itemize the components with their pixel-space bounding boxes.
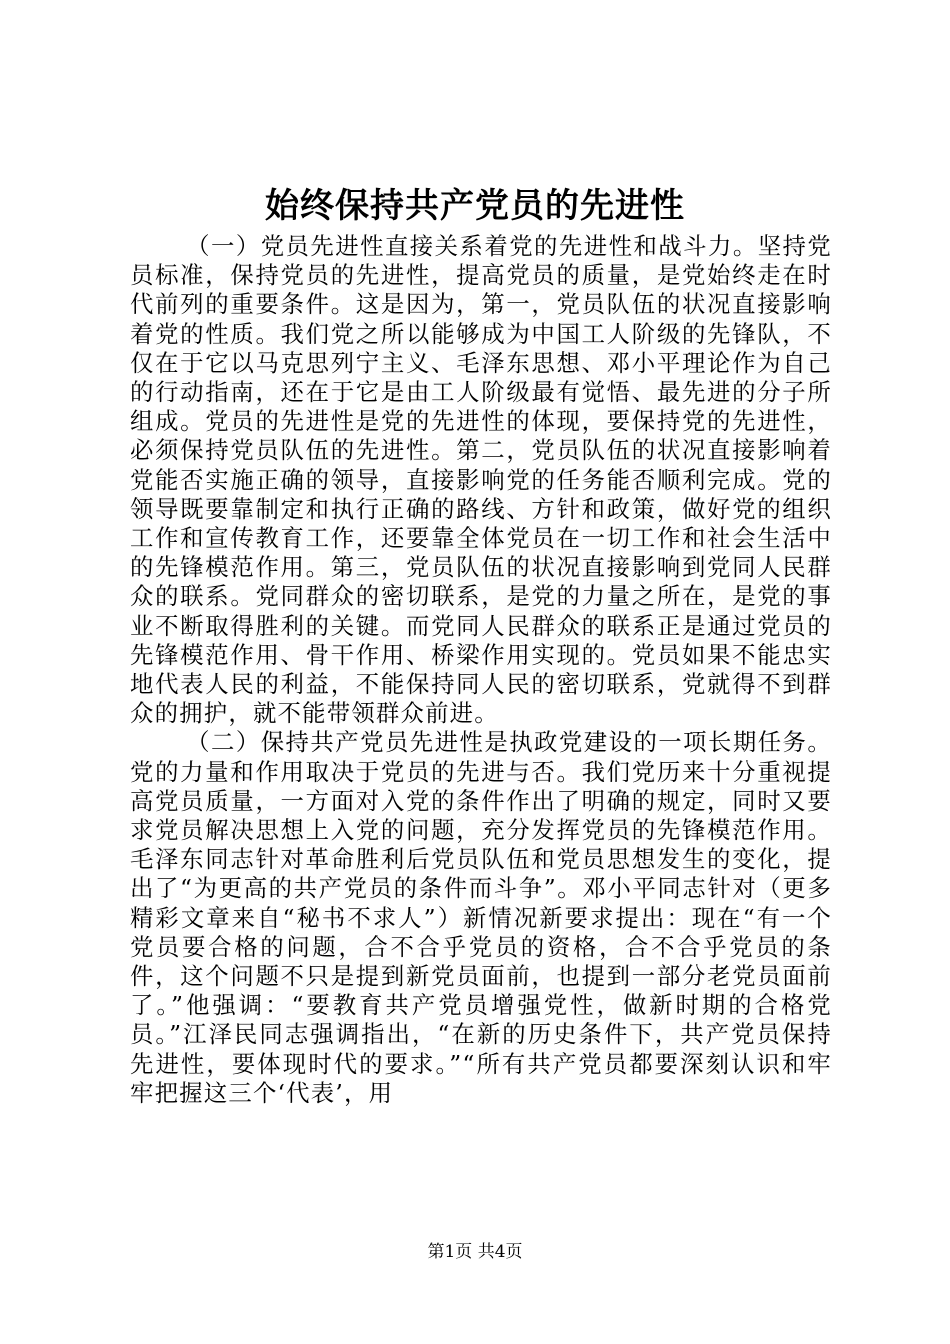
document-body — [130, 232, 832, 1108]
page-number-footer: 第1页 共4页 — [427, 1242, 523, 1262]
paragraph-1: （一）党员先进性直接关系着党的先进性和战斗力。坚持党员标准，保持党员的先进性，提高党员的质量，是党始终走在时代前列的重要条件。这是因为，第一，党员队伍的状况直接影响着党的性质。我们党之所以能够成为中国工人阶级的先锋队，不仅在于它以马克思列宁主义、毛泽东思想、邓小平理论作为自己的行动指南，还在于它是由工人阶级最有觉悟、最先进的分子所组成。党员的先进性是党的先进性的体现，要保持党的先进性，必须保持党员队伍的先进性。第二，党员队伍的状况直接影响着党能否实施正确的领导，直接影响党的任务能否顺利完成。党的领导既要靠制定和执行正确的路线、方针和政策，做好党的组织工作和宣传教育工作，还要靠全体党员在一切工作和社会生活中的先锋模范作用。第三，党员队伍的状况直接影响到党同人民群众的联系。党同群众的密切联系，是党的力量之所在，是党的事业不断取得胜利的关键。而党同人民群众的联系正是通过党员的先锋模范作用、骨干作用、桥梁作用实现的。党员如果不能忠实地代表人民的利益，不能保持同人民的密切联系，党就得不到群众的拥护，就不能带领群众前进。 — [130, 232, 832, 728]
document-title: 始终保持共产党员的先进性 — [265, 186, 685, 226]
paragraph-2: （二）保持共产党员先进性是执政党建设的一项长期任务。党的力量和作用取决于党员的先进与否。我们党历来十分重视提高党员质量，一方面对入党的条件作出了明确的规定，同时又要求党员解决思想上入党的问题，充分发挥党员的先锋模范作用。毛泽东同志针对革命胜利后党员队伍和党员思想发生的变化，提出了“为更高的共产党员的条件而斗争”。邓小平同志针对（更多精彩文章来自“秘书不求人”）新情况新要求提出：现在“有一个党员要合格的问题，合不合乎党员的资格，合不合乎党员的条件，这个问题不只是提到新党员面前，也提到一部分老党员面前了。”他强调：“要教育共产党员增强党性，做新时期的合格党员。”江泽民同志强调指出，“在新的历史条件下，共产党员保持先进性，要体现时代的要求。”“所有共产党员都要深刻认识和牢牢把握这三个‘代表’，用 — [130, 728, 832, 1107]
